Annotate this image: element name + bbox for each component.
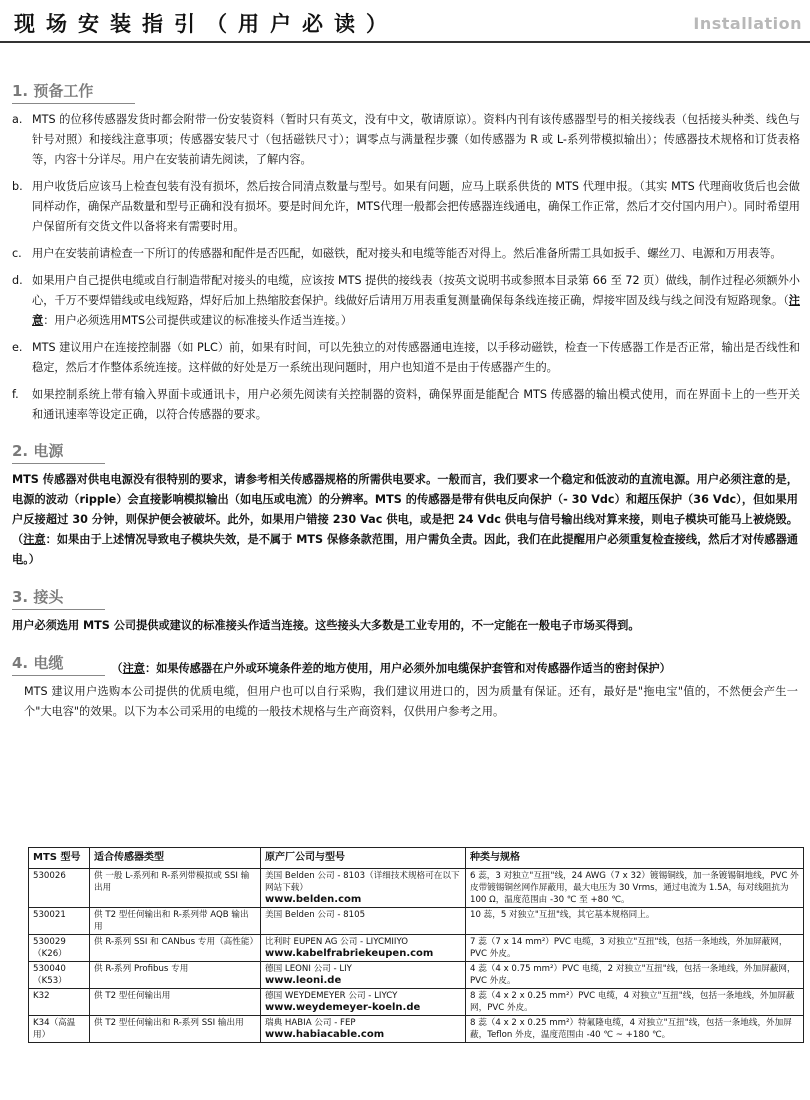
item-text: 如果用户自己提供电缆或自行制造带配对接头的电缆，应该按 MTS 提供的接线表（按英文说明书或参照本目录第 66 至 72 页）做线，制作过程必须额外小心，千万不要焊错线或电线短路，焊好后加上热缩胶套保护。线做好后请用万用表重复测量确保每条线连接正确，焊接牢固及线与线之间没有短路现象。 — [32, 274, 800, 307]
list-item — [12, 110, 800, 170]
maker-text: 美国 Belden 公司 - 8103（详细技术规格可在以下网站下载） — [265, 871, 460, 893]
maker-text: 美国 Belden 公司 - 8105 — [265, 910, 366, 920]
section-heading-connector: 3. 接头 — [12, 586, 105, 610]
section-heading-power: 2. 电源 — [12, 440, 105, 464]
cell-maker — [261, 962, 466, 989]
item-text: 如果控制系统上带有输入界面卡或通讯卡，用户必须先阅读有关控制器的资料，确保界面是能配合 MTS 传感器的输出模式使用，而在界面卡上的一些开关和通讯速率等设定正确，以符合传感器的要求。 — [32, 388, 800, 421]
maker-url: www.kabelfrabriekeupen.com — [265, 948, 434, 959]
col-header-maker: 原产厂公司与型号 — [261, 848, 466, 869]
power-paragraph: MTS 传感器对供电电源没有很特别的要求，请参考相关传感器规格的所需供电要求。一般而言，我们要求一个稳定和低波动的直流电源。用户必须注意的是，电源的波动（ripple）会直接影响模拟输出（如电压或电流）的分辨率。MTS 的传感器是带有供电反向保护（- 30 Vdc）和超压保护（36 Vdc），但如果用户反接超过 30 分钟，则保护便会被破坏。此外，如果用户错接 230 Vac 供电，或是把 24 Vdc 供电与信号输出线对算来接，则电子模块可能马上被烧毁。（注意：如果由于上述情况导致电子模块失效，是不属于 MTS 保修条款范围，用户需负全责。因此，我们在此提醒用户必须重复检查接线，然后才对传感器通电。） — [12, 473, 798, 566]
cable-paragraph: MTS 建议用户选购本公司提供的优质电缆，但用户也可以自行采购，我们建议用进口的，因为质量有保证。还有，最好是"拖电宝"值的，不然便会产生一个"大电容"的效果。以下为本公司采用的电缆的一般技术规格与生产商资料，仅供用户参考之用。 — [24, 685, 798, 718]
cable-note — [111, 660, 670, 676]
section-tag: Installation — [693, 14, 802, 33]
cell-spec: 7 蕊（7 x 14 mm²）PVC 电缆，3 对独立"互扭"线，包括一条地线，外加屏蔽网，PVC 外皮。 — [466, 935, 804, 962]
cell-model: 530026 — [29, 869, 90, 908]
cell-spec: 4 蕊（4 x 0.75 mm²）PVC 电缆，2 对独立"互扭"线，包括一条地线，外加屏蔽网，PVC 外皮。 — [466, 962, 804, 989]
maker-text: 德国 LEONI 公司 - LIY — [265, 964, 352, 974]
cell-model: K32 — [29, 989, 90, 1016]
maker-url: www.weydemeyer-koeln.de — [265, 1002, 421, 1013]
list-item — [12, 177, 800, 237]
maker-url: www.habiacable.com — [265, 1029, 385, 1040]
cable-spec-table — [28, 847, 804, 1043]
item-text: 用户在安装前请检查一下所订的传感器和配件是否匹配，如磁铁，配对接头和电缆等能否对得上。然后准备所需工具如扳手、螺丝刀、电源和万用表等。 — [32, 247, 782, 260]
cell-spec: 8 蕊（4 x 2 x 0.25 mm²）PVC 电缆，4 对独立"互扭"线，包括一条地线，外加屏蔽网，PVC 外皮。 — [466, 989, 804, 1016]
item-text: MTS 建议用户在连接控制器（如 PLC）前，如果有时间，可以先独立的对传感器通电连接，以手移动磁铁，检查一下传感器工作是否正常，输出是否线性和稳定，然后才作整体系统连接。这样做的好处是万一系统出现问题时，用户也知道不是由于传感器产生的。 — [32, 341, 800, 374]
cell-type: 供 T2 型任何输出和 R-系列带 AQB 输出用 — [90, 908, 261, 935]
table-row — [29, 962, 804, 989]
table-row — [29, 989, 804, 1016]
power-text: MTS 传感器对供电电源没有很特别的要求，请参考相关传感器规格的所需供电要求。一般而言，我们要求一个稳定和低波动的直流电源。用户必须注意的是，电源的波动（ripple）会直接影响模拟输出（如电压或电流）的分辨率。MTS 的传感器是带有供电反向保护（- 30 Vdc）和超压保护（36 Vdc），但如果用户反接超过 30 分钟，则保护便会被破坏。此外，如果用户错接 230 Vac 供电，或是把 24 Vdc 供电与信号输出线对算来接，则电子模块可能马上被烧毁。 — [12, 473, 798, 526]
cell-type: 供 T2 型任何输出和 R-系列 SSI 输出用 — [90, 1016, 261, 1043]
cell-model: 530021 — [29, 908, 90, 935]
col-header-model: MTS 型号 — [29, 848, 90, 869]
maker-url: www.leoni.de — [265, 975, 342, 986]
item-text: 用户收货后应该马上检查包装有没有损坏，然后按合同清点数量与型号。如果有问题，应马上联系供货的 MTS 代理申报。（其实 MTS 代理商收货后也会做同样动作，确保产品数量和型号正确和没有损坏。要是时间允许，MTS代理一般都会把传感器连线通电，确保工作正常，然后才交付国内用户）。同时希望用户保留所有交货文件以备将来有需要时用。 — [32, 180, 800, 233]
section-heading-preparation: 1. 预备工作 — [12, 80, 135, 104]
item-label: c. — [12, 247, 22, 260]
cell-maker — [261, 869, 466, 908]
note-text: ：用户必须选用MTS公司提供或建议的标准接头作适当连接。 — [43, 314, 341, 327]
table-row — [29, 869, 804, 908]
note-label: 注意 — [32, 294, 800, 327]
maker-url: www.belden.com — [265, 894, 362, 905]
maker-text: 瑞典 HABIA 公司 - FEP — [265, 1018, 356, 1028]
cell-model: 530040（K53） — [29, 962, 90, 989]
table-header-row — [29, 848, 804, 869]
page-header — [0, 0, 810, 46]
maker-text: 比利时 EUPEN AG 公司 - LIYCMIIYO — [265, 937, 409, 947]
cell-type: 供 一般 L-系列和 R-系列带模拟或 SSI 输出用 — [90, 869, 261, 908]
item-label: b. — [12, 180, 23, 193]
connector-paragraph: 用户必须选用 MTS 公司提供或建议的标准接头作适当连接。这些接头大多数是工业专用的，不一定能在一般电子市场买得到。 — [12, 619, 640, 632]
note-text: ：如果传感器在户外或环境条件差的地方使用，用户必须外加电缆保护套管和对传感器作适当的密封保护） — [144, 662, 671, 675]
item-text: MTS 的位移传感器发货时都会附带一份安装资料（暂时只有英文，没有中文，敬请原谅）。资料内刊有该传感器型号的相关接线表（包括接头种类、线色与针号对照）和接线注意事项；传感器安装尺寸（包括磁铁尺寸）；调零点与满量程步骤（如传感器为 R 或 L-系列带模拟输出）；传感器技术规格和订货表格等，内容十分详尽。用户在安装前请先阅读，了解内容。 — [32, 113, 800, 166]
col-header-spec: 种类与规格 — [466, 848, 804, 869]
cable-heading-row — [0, 644, 810, 682]
cell-model: 530029（K26） — [29, 935, 90, 962]
cell-type: 供 T2 型任何输出用 — [90, 989, 261, 1016]
item-label: e. — [12, 341, 23, 354]
list-item — [12, 338, 800, 378]
note-label: 注意 — [122, 662, 145, 675]
note-label: 注意 — [23, 533, 46, 546]
table-row — [29, 908, 804, 935]
cell-maker — [261, 1016, 466, 1043]
list-item — [12, 271, 800, 331]
item-label: d. — [12, 274, 23, 287]
cell-model: K34（高温用） — [29, 1016, 90, 1043]
cell-maker — [261, 908, 466, 935]
table-row — [29, 1016, 804, 1043]
note-open: （ — [111, 662, 123, 675]
cell-maker — [261, 989, 466, 1016]
item-label: a. — [12, 113, 23, 126]
table-row — [29, 935, 804, 962]
list-item — [12, 244, 800, 264]
page-title: 现场安装指引（用户必读） — [14, 11, 398, 36]
section-heading-cable: 4. 电缆 — [12, 652, 105, 676]
list-item — [12, 385, 800, 425]
document-body — [0, 72, 810, 730]
maker-text: 德国 WEYDEMEYER 公司 - LIYCY — [265, 991, 398, 1001]
cell-spec: 6 蕊，3 对独立"互扭"线，24 AWG（7 x 32）镀锡铜线，加一条镀锡铜地线，PVC 外皮带镀锡铜丝网作屏蔽用，最大电压为 30 Vrms，通过电流为 1.5A，每对线阻抗为 100 Ω，温度范围由 -30 ℃ 至 +80 ℃。 — [466, 869, 804, 908]
cell-type: 供 R-系列 Profibus 专用 — [90, 962, 261, 989]
cell-maker — [261, 935, 466, 962]
note-text: ：如果由于上述情况导致电子模块失效，是不属于 MTS 保修条款范围，用户需负全责。因此，我们在此提醒用户必须重复检查接线，然后才对传感器通电。 — [12, 533, 798, 566]
cell-spec: 10 蕊，5 对独立"互扭"线，其它基本规格同上。 — [466, 908, 804, 935]
col-header-type: 适合传感器类型 — [90, 848, 261, 869]
cell-spec: 8 蕊（4 x 2 x 0.25 mm²）特氟隆电缆，4 对独立"互扭"线，包括一条地线，外加屏蔽，Teflon 外皮，温度范围由 -40 ℃ ~ +180 ℃。 — [466, 1016, 804, 1043]
cell-type: 供 R-系列 SSI 和 CANbus 专用（高性能） — [90, 935, 261, 962]
header-rule — [0, 41, 810, 43]
item-label: f. — [12, 388, 19, 401]
item-text-wrapper: 如果用户自己提供电缆或自行制造带配对接头的电缆，应该按 MTS 提供的接线表（按英文说明书或参照本目录第 66 至 72 页）做线，制作过程必须额外小心，千万不要焊错线或电线短路，焊好后加上热缩胶套保护。线做好后请用万用表重复测量确保每条线连接正确，焊接牢固及线与线之间没有短路现象。（注意：用户必须选用MTS公司提供或建议的标准接头作适当连接。） — [32, 274, 800, 327]
